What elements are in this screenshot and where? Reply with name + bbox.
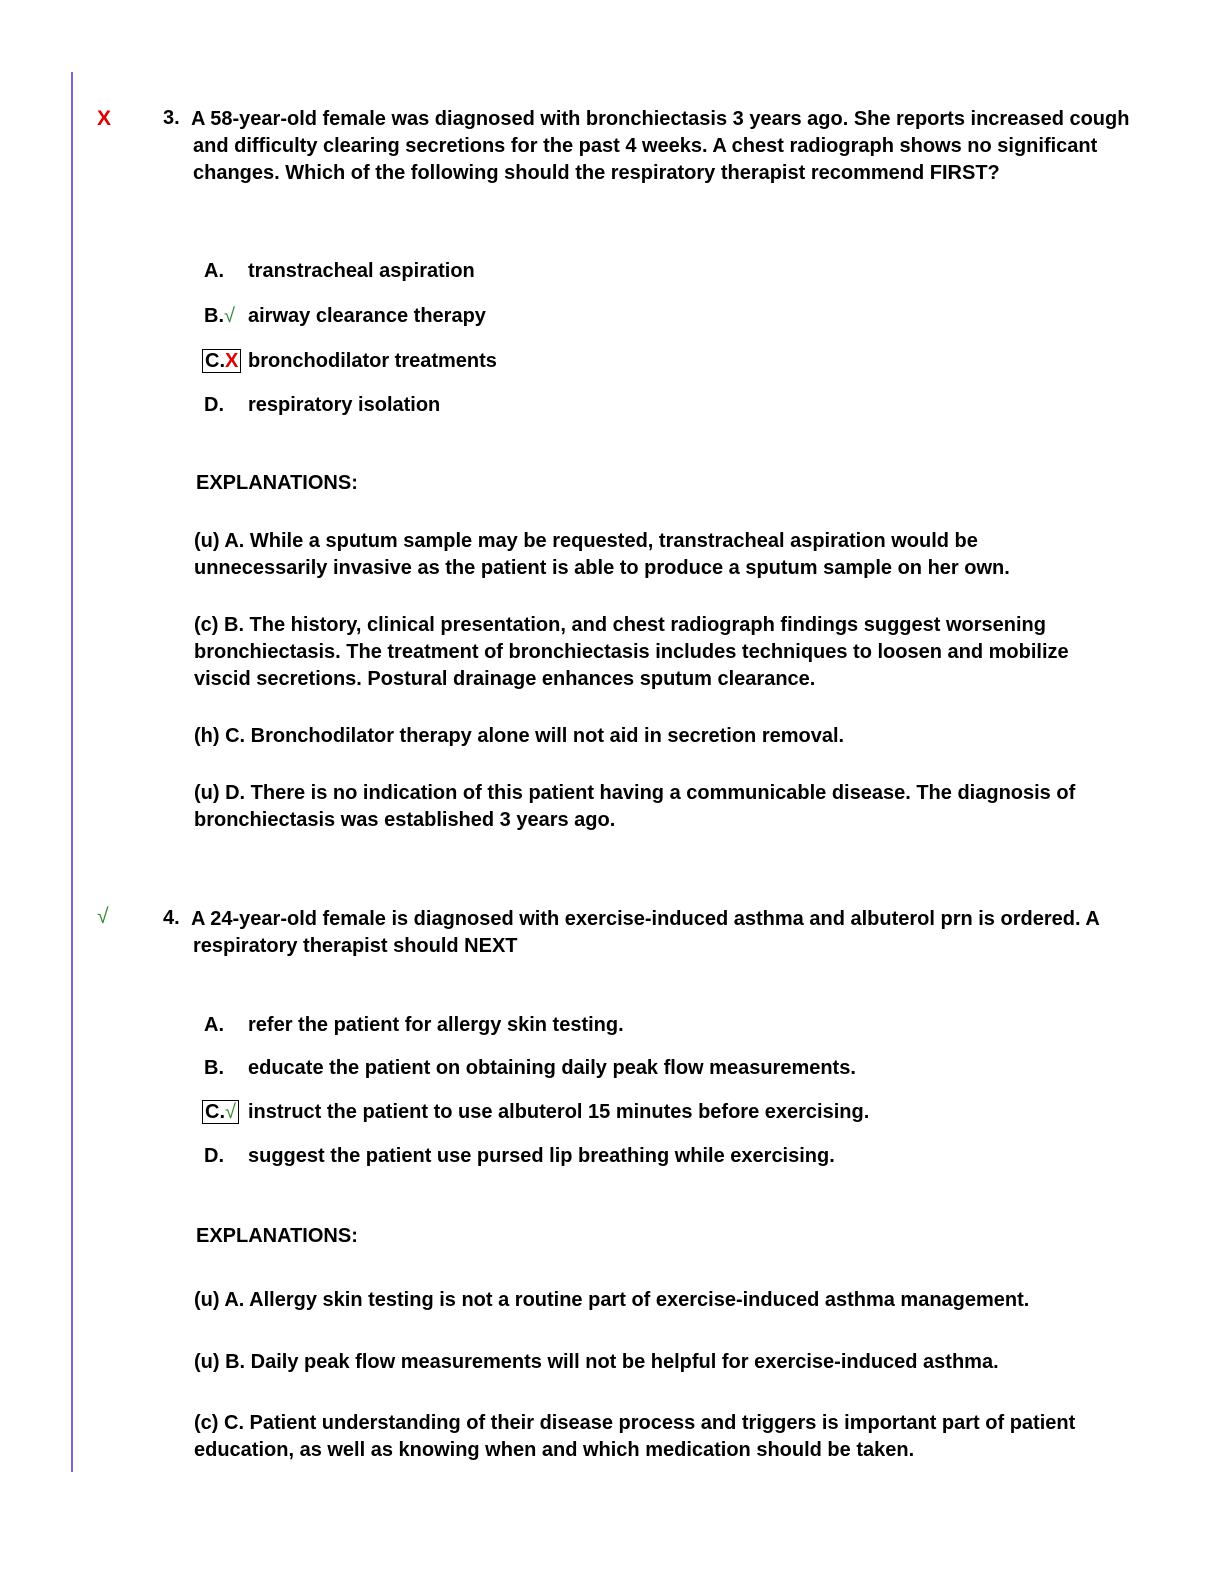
check-icon: √ bbox=[97, 905, 109, 928]
option-d[interactable] bbox=[204, 391, 441, 419]
question-number: 4. bbox=[163, 907, 180, 929]
option-d[interactable] bbox=[204, 1142, 835, 1170]
x-icon: X bbox=[225, 350, 239, 372]
option-letter: A. bbox=[204, 1014, 224, 1036]
option-letter: D. bbox=[204, 394, 224, 416]
option-a[interactable] bbox=[204, 257, 475, 285]
selected-answer-box bbox=[202, 1100, 239, 1124]
explanation-a: (u) A. While a sputum sample may be requested, transtracheal aspiration would be unnecessarily invasive as the patient is able to produce a sputum sample on her own. bbox=[194, 530, 1010, 579]
explanation-b: (u) B. Daily peak flow measurements will not be helpful for exercise-induced asthma. bbox=[194, 1351, 999, 1373]
explanation-a: (u) A. Allergy skin testing is not a routine part of exercise-induced asthma management. bbox=[194, 1289, 1030, 1311]
option-text: suggest the patient use pursed lip breathing while exercising. bbox=[248, 1145, 835, 1167]
explanation-c: (h) C. Bronchodilator therapy alone will not aid in secretion removal. bbox=[194, 725, 845, 747]
question-stem: A 58-year-old female was diagnosed with bronchiectasis 3 years ago. She reports increased cough and difficulty clearing secretions for the past 4 weeks. A chest radiograph shows no significant changes. Which of the following should the respiratory therapist recommend FIRST? bbox=[191, 108, 1130, 184]
question-stem: A 24-year-old female is diagnosed with exercise-induced asthma and albuterol prn is ordered. A respiratory therapist should NEXT bbox=[191, 908, 1100, 957]
option-text: transtracheal aspiration bbox=[248, 260, 475, 282]
check-icon: √ bbox=[225, 1101, 236, 1123]
option-text: respiratory isolation bbox=[248, 394, 441, 416]
option-c-selected[interactable] bbox=[204, 1098, 870, 1126]
option-a[interactable] bbox=[204, 1011, 624, 1039]
explanations-title: EXPLANATIONS: bbox=[196, 1225, 358, 1247]
selected-answer-box bbox=[202, 349, 241, 373]
option-letter: B. bbox=[204, 1057, 224, 1079]
explanations-title: EXPLANATIONS: bbox=[196, 472, 358, 494]
option-text: airway clearance therapy bbox=[248, 305, 486, 327]
question-number: 3. bbox=[163, 107, 180, 129]
option-c-selected[interactable] bbox=[204, 347, 497, 375]
option-letter: B. bbox=[204, 305, 224, 327]
option-text: bronchodilator treatments bbox=[248, 350, 497, 372]
option-text: refer the patient for allergy skin testing. bbox=[248, 1014, 624, 1036]
option-text: educate the patient on obtaining daily peak flow measurements. bbox=[248, 1057, 856, 1079]
explanation-b: (c) B. The history, clinical presentation, and chest radiograph findings suggest worsening bronchiectasis. The treatment of bronchiectasis includes techniques to loosen and mobilize viscid secretions. Postural drainage enhances sputum clearance. bbox=[194, 614, 1069, 690]
option-b[interactable] bbox=[204, 302, 486, 330]
explanation-d: (u) D. There is no indication of this patient having a communicable disease. The diagnosis of bronchiectasis was established 3 years ago. bbox=[194, 782, 1076, 831]
margin-rule bbox=[71, 72, 73, 1472]
option-letter: D. bbox=[204, 1145, 224, 1167]
explanation-c: (c) C. Patient understanding of their disease process and triggers is important part of patient education, as well as knowing when and which medication should be taken. bbox=[194, 1412, 1076, 1461]
incorrect-mark: X bbox=[97, 107, 112, 130]
option-b[interactable] bbox=[204, 1054, 856, 1082]
option-letter: C. bbox=[205, 350, 225, 372]
check-icon: √ bbox=[224, 305, 235, 327]
option-letter: C. bbox=[205, 1101, 225, 1123]
option-text: instruct the patient to use albuterol 15 minutes before exercising. bbox=[248, 1101, 870, 1123]
option-letter: A. bbox=[204, 260, 224, 282]
